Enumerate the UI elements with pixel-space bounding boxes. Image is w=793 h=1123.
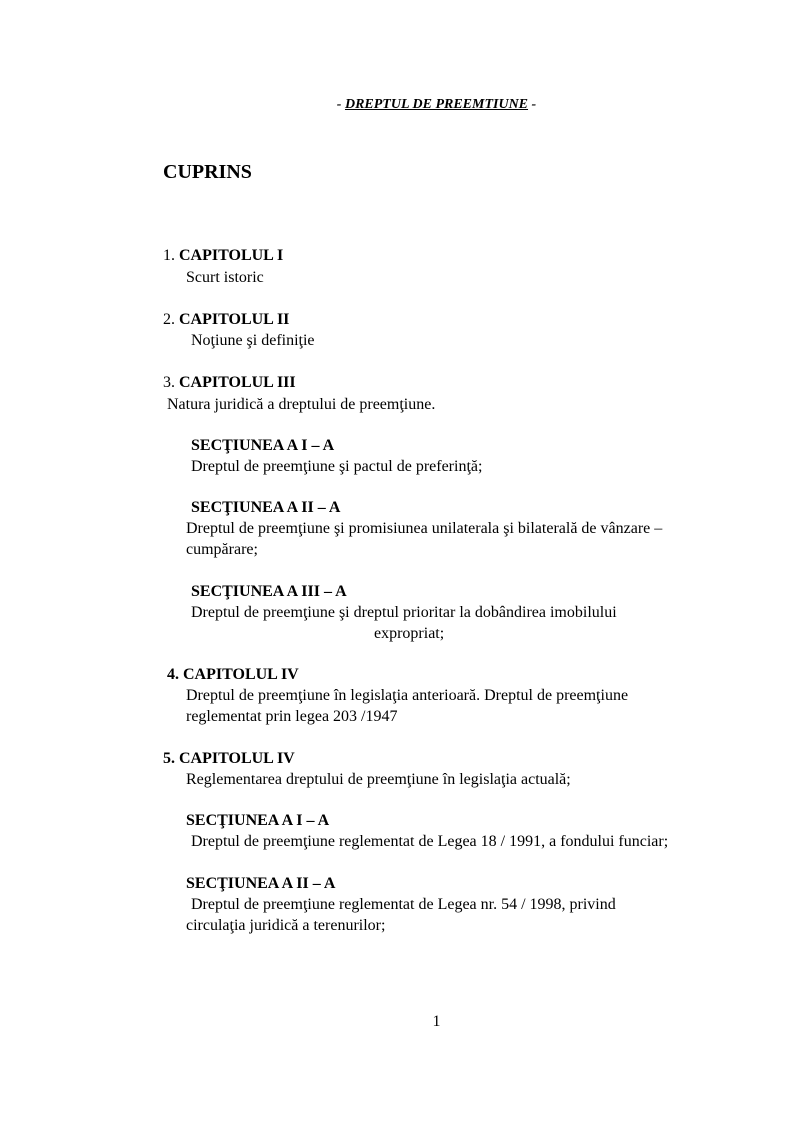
title-prefix: - [336,97,345,112]
chapter-label: CAPITOLUL III [179,374,296,391]
chapter-number: 1. [163,247,179,264]
title-suffix: - [528,97,537,112]
toc-chapter-3 [163,373,296,393]
toc-ch3-section-3: SECŢIUNEA A III – A [191,583,347,600]
title-text: DREPTUL DE PREEMTIUNE [344,97,529,112]
toc-chapter-2-desc: Noţiune şi definiţie [191,332,315,349]
toc-ch3-section-2-desc-line2: cumpărare; [186,541,258,558]
toc-chapter-1 [163,246,283,266]
toc-chapter-4-desc-line2: reglementat prin legea 203 /1947 [186,708,398,725]
toc-ch3-section-1-desc: Dreptul de preemţiune şi pactul de preferinţă; [191,458,483,475]
toc-chapter-4: 4. CAPITOLUL IV [167,666,299,683]
toc-chapter-4-desc-line1: Dreptul de preemţiune în legislaţia anterioară. Dreptul de preemţiune [186,687,629,704]
chapter-label: CAPITOLUL II [179,311,290,328]
toc-chapter-2 [163,310,289,330]
toc-ch5-section-2-desc-line2: circulaţia juridică a terenurilor; [186,917,386,934]
toc-chapter-3-desc: Natura juridică a dreptului de preemţiune. [167,396,436,413]
toc-heading: CUPRINS [163,161,252,183]
toc-ch3-section-2-desc-line1: Dreptul de preemţiune şi promisiunea unilaterala şi bilaterală de vânzare – [186,520,663,537]
toc-chapter-5: 5. CAPITOLUL IV [163,750,295,767]
chapter-number: 2. [163,311,179,328]
toc-ch5-section-2-desc-line1: Dreptul de preemţiune reglementat de Legea nr. 54 / 1998, privind [191,896,616,913]
toc-ch3-section-2: SECŢIUNEA A II – A [191,499,341,516]
toc-ch5-section-1-desc: Dreptul de preemţiune reglementat de Legea 18 / 1991, a fondului funciar; [191,833,669,850]
toc-ch5-section-2: SECŢIUNEA A II – A [186,875,336,892]
chapter-number: 3. [163,374,179,391]
page-number: 1 [432,1013,441,1030]
toc-ch3-section-3-desc-line2: expropriat; [374,625,445,642]
toc-ch5-section-1: SECŢIUNEA A I – A [186,812,330,829]
toc-chapter-5-desc: Reglementarea dreptului de preemţiune în legislaţia actuală; [186,771,571,788]
chapter-label: CAPITOLUL I [179,247,284,264]
toc-ch3-section-3-desc-line1: Dreptul de preemţiune şi dreptul prioritar la dobândirea imobilului [191,604,617,621]
toc-chapter-1-desc: Scurt istoric [186,269,264,286]
document-title [0,95,793,115]
toc-ch3-section-1: SECŢIUNEA A I – A [191,437,335,454]
